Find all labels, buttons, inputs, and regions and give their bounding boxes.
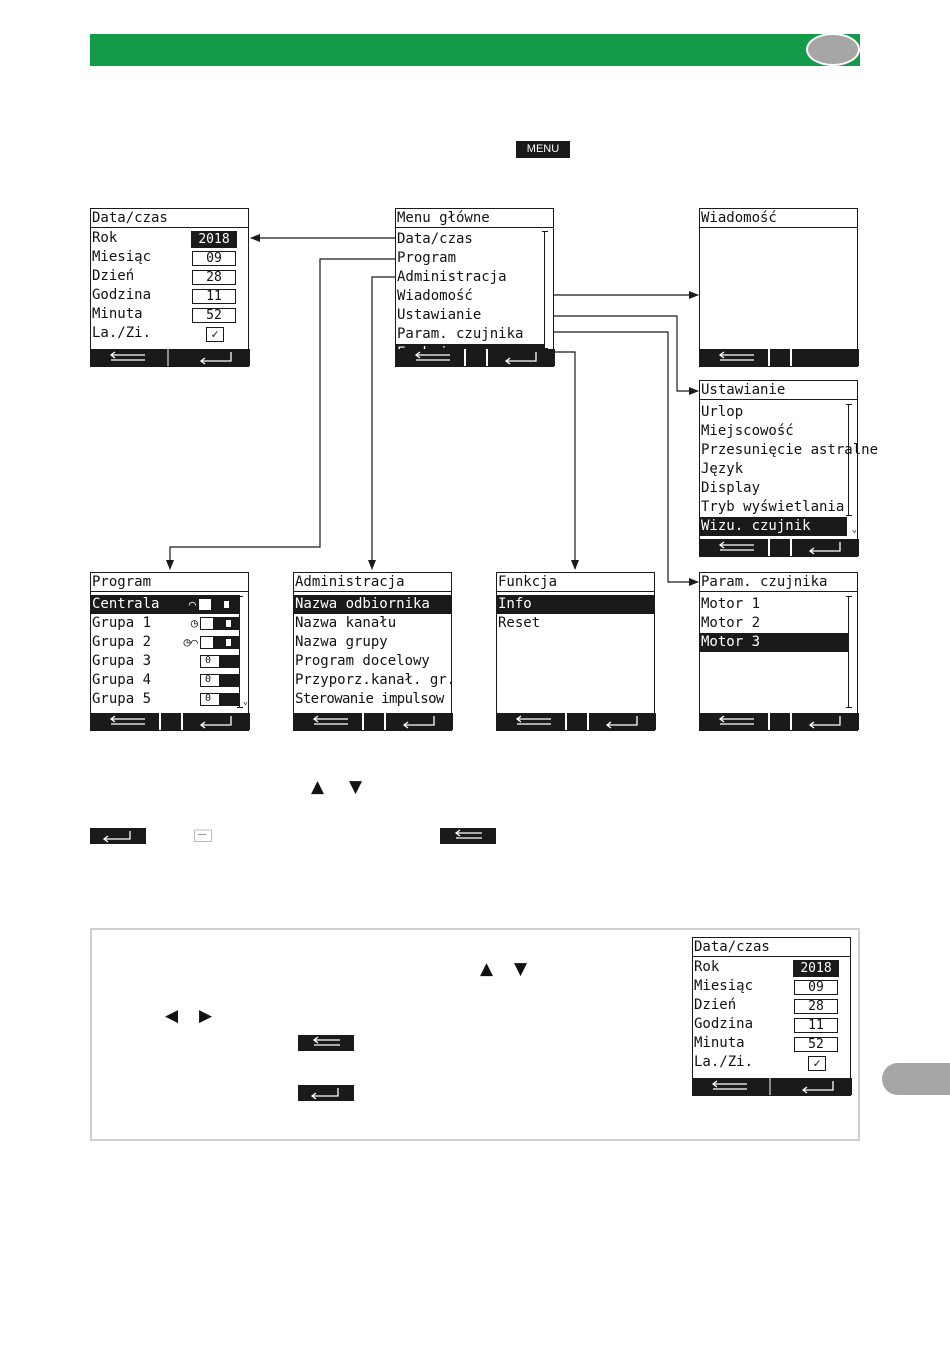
row-label: Grupa 4	[92, 672, 152, 688]
row-minuta	[693, 1034, 850, 1053]
row-la-zi	[693, 1053, 850, 1072]
menu-item-data-czas[interactable]: Data/czas	[397, 231, 473, 247]
row-label: Grupa 1	[92, 615, 152, 631]
arrow-down-icon: ▼	[514, 959, 528, 979]
value-field[interactable]: 11	[192, 289, 236, 304]
clock-curve-icon: ◷⌒	[183, 635, 198, 649]
back-enter-icons	[693, 1078, 852, 1095]
arrow-up-icon: ▲	[480, 959, 494, 979]
checkbox[interactable]: ✓	[206, 327, 224, 342]
menu-item-przesuniecie[interactable]: Przesunięcie astralne	[701, 442, 879, 458]
menu-item-nazwa-odbiornika[interactable]: Nazwa odbiornika	[294, 595, 451, 614]
value-field[interactable]: 28	[794, 999, 838, 1014]
arrow-up-icon: ▲	[311, 777, 325, 797]
menu-item-urlop[interactable]: Urlop	[701, 404, 744, 420]
screen-ustawianie	[699, 380, 879, 557]
row-label: Dzień	[694, 997, 737, 1013]
toggle-off[interactable]	[200, 655, 240, 668]
back-enter-icons	[396, 349, 555, 366]
back-icons	[700, 349, 859, 366]
screen-title: Program	[91, 573, 248, 592]
program-row-grupa-3[interactable]	[91, 652, 248, 671]
row-label: Grupa 3	[92, 653, 152, 669]
row-label: Centrala	[92, 596, 160, 612]
arrow-right-icon: ▶	[199, 1006, 213, 1026]
screen-footer	[91, 349, 248, 366]
screen-menu-glowne	[395, 208, 554, 367]
menu-item-info[interactable]: Info	[497, 595, 654, 614]
row-godzina	[693, 1015, 850, 1034]
back-enter-icons	[91, 713, 250, 730]
scrollbar[interactable]	[848, 404, 855, 516]
enter-key-icon	[90, 828, 146, 844]
screen-footer	[91, 713, 248, 730]
menu-item-sterowanie[interactable]: Sterowanie impulsow	[295, 691, 444, 707]
row-label: Minuta	[92, 306, 143, 322]
row-dzien	[693, 996, 850, 1015]
back-enter-icons	[497, 713, 656, 730]
screen-param-czujnika	[699, 572, 858, 731]
row-label: Rok	[694, 959, 720, 975]
menu-item-jezyk[interactable]: Język	[701, 461, 744, 477]
scroll-down-icon: ⌄	[242, 697, 248, 707]
row-miesiac	[693, 977, 850, 996]
screen-data-czas	[90, 208, 249, 367]
toggle-label: 0	[205, 655, 212, 666]
menu-item-param-czujnika[interactable]: Param. czujnika	[397, 326, 524, 342]
toggle-off[interactable]	[200, 674, 240, 687]
key-icon	[194, 829, 212, 842]
toggle-on[interactable]	[200, 636, 240, 649]
row-rok	[693, 958, 850, 977]
program-row-grupa-5[interactable]	[91, 690, 248, 709]
row-label: Dzień	[92, 268, 135, 284]
toggle-on[interactable]	[198, 598, 238, 611]
program-row-centrala[interactable]	[91, 595, 240, 614]
screen-footer	[700, 349, 857, 366]
row-minuta	[91, 305, 248, 324]
row-label: Godzina	[694, 1016, 754, 1032]
menu-item-miejscowosc[interactable]: Miejscowość	[701, 423, 794, 439]
row-label: Rok	[92, 230, 118, 246]
screen-data-czas-example	[692, 937, 851, 1096]
page-tab	[882, 1063, 950, 1095]
value-field[interactable]: 52	[794, 1037, 838, 1052]
toggle-label: 0	[205, 674, 212, 685]
row-miesiac	[91, 248, 248, 267]
toggle-off[interactable]	[200, 693, 240, 706]
screen-title: Administracja	[294, 573, 451, 592]
back-enter-icons	[294, 713, 453, 730]
screen-title: Menu główne	[396, 209, 553, 228]
row-label: Minuta	[694, 1035, 745, 1051]
scroll-down-icon: ⌄	[851, 525, 857, 535]
back-enter-icons	[91, 349, 250, 366]
menu-item-wiadomosc[interactable]: Wiadomość	[397, 288, 473, 304]
sun-curve-icon: ⌒	[188, 597, 196, 611]
scrollbar[interactable]	[544, 231, 551, 349]
back-key-icon	[298, 1035, 354, 1051]
arrow-param-czujnika	[518, 332, 698, 582]
row-label: Grupa 2	[92, 634, 152, 650]
row-label: Grupa 5	[92, 691, 152, 707]
screen-footer	[497, 713, 654, 730]
row-label: Miesiąc	[92, 249, 152, 265]
menu-item-przyporz[interactable]: Przyporz.kanał. gr.	[295, 672, 456, 688]
screen-title: Param. czujnika	[700, 573, 857, 592]
program-row-grupa-1[interactable]	[91, 614, 248, 633]
menu-item-motor-1[interactable]: Motor 1	[701, 596, 761, 612]
back-enter-icons	[700, 539, 859, 556]
value-field[interactable]: 2018	[794, 961, 838, 976]
menu-key-icon: MENU	[516, 141, 570, 158]
screen-footer	[693, 1078, 850, 1095]
menu-item-administracja[interactable]: Administracja	[397, 269, 507, 285]
menu-item-reset[interactable]: Reset	[498, 615, 541, 631]
menu-item-nazwa-grupy[interactable]: Nazwa grupy	[295, 634, 388, 650]
value-field[interactable]: 09	[192, 251, 236, 266]
row-label: La./Zi.	[92, 325, 152, 341]
arrow-down-icon: ▼	[349, 777, 363, 797]
value-field[interactable]: 11	[794, 1018, 838, 1033]
scrollbar[interactable]	[239, 596, 246, 708]
program-row-grupa-2[interactable]	[91, 633, 248, 652]
menu-item-program[interactable]: Program	[397, 250, 457, 266]
screen-program	[90, 572, 249, 731]
menu-item-program-docelowy[interactable]: Program docelowy	[295, 653, 430, 669]
scrollbar[interactable]	[848, 596, 855, 708]
screen-wiadomosc	[699, 208, 858, 367]
value-field[interactable]: 2018	[192, 232, 236, 247]
menu-item-tryb[interactable]: Tryb wyświetlania	[701, 499, 845, 515]
screen-title: Wiadomość	[700, 209, 857, 228]
value-field[interactable]: 28	[192, 270, 236, 285]
row-label: Godzina	[92, 287, 152, 303]
clock-icon: ◷	[190, 616, 198, 630]
menu-item-motor-2[interactable]: Motor 2	[701, 615, 761, 631]
back-enter-icons	[700, 713, 859, 730]
row-label: Miesiąc	[694, 978, 754, 994]
screen-footer	[700, 539, 857, 556]
screen-title: Funkcja	[497, 573, 654, 592]
row-godzina	[91, 286, 248, 305]
screen-title: Ustawianie	[700, 381, 857, 400]
screen-footer	[294, 713, 451, 730]
value-field[interactable]: 09	[794, 980, 838, 995]
row-label: La./Zi.	[694, 1054, 754, 1070]
screen-title: Data/czas	[91, 209, 248, 228]
back-key-icon	[440, 828, 496, 844]
row-la-zi	[91, 324, 248, 343]
menu-item-display[interactable]: Display	[701, 480, 761, 496]
row-dzien	[91, 267, 248, 286]
checkbox[interactable]: ✓	[808, 1056, 826, 1071]
menu-item-wizu-czujnik[interactable]: Wizu. czujnik	[700, 517, 847, 536]
toggle-label: 0	[205, 693, 212, 704]
screen-administracja	[293, 572, 456, 731]
value-field[interactable]: 52	[192, 308, 236, 323]
arrow-left-icon: ◀	[165, 1006, 179, 1026]
menu-item-ustawianie[interactable]: Ustawianie	[397, 307, 482, 323]
menu-item-nazwa-kanalu[interactable]: Nazwa kanału	[295, 615, 397, 631]
screen-footer	[396, 349, 553, 366]
toggle-on[interactable]	[200, 617, 240, 630]
screen-footer	[700, 713, 857, 730]
menu-item-motor-3[interactable]: Motor 3	[700, 633, 849, 652]
screen-title: Data/czas	[693, 938, 850, 957]
row-rok	[91, 229, 248, 248]
screen-funkcja	[496, 572, 655, 731]
arrow-administracja	[372, 277, 395, 569]
arrow-funkcja	[551, 352, 575, 569]
program-row-grupa-4[interactable]	[91, 671, 248, 690]
enter-key-icon	[298, 1085, 354, 1101]
